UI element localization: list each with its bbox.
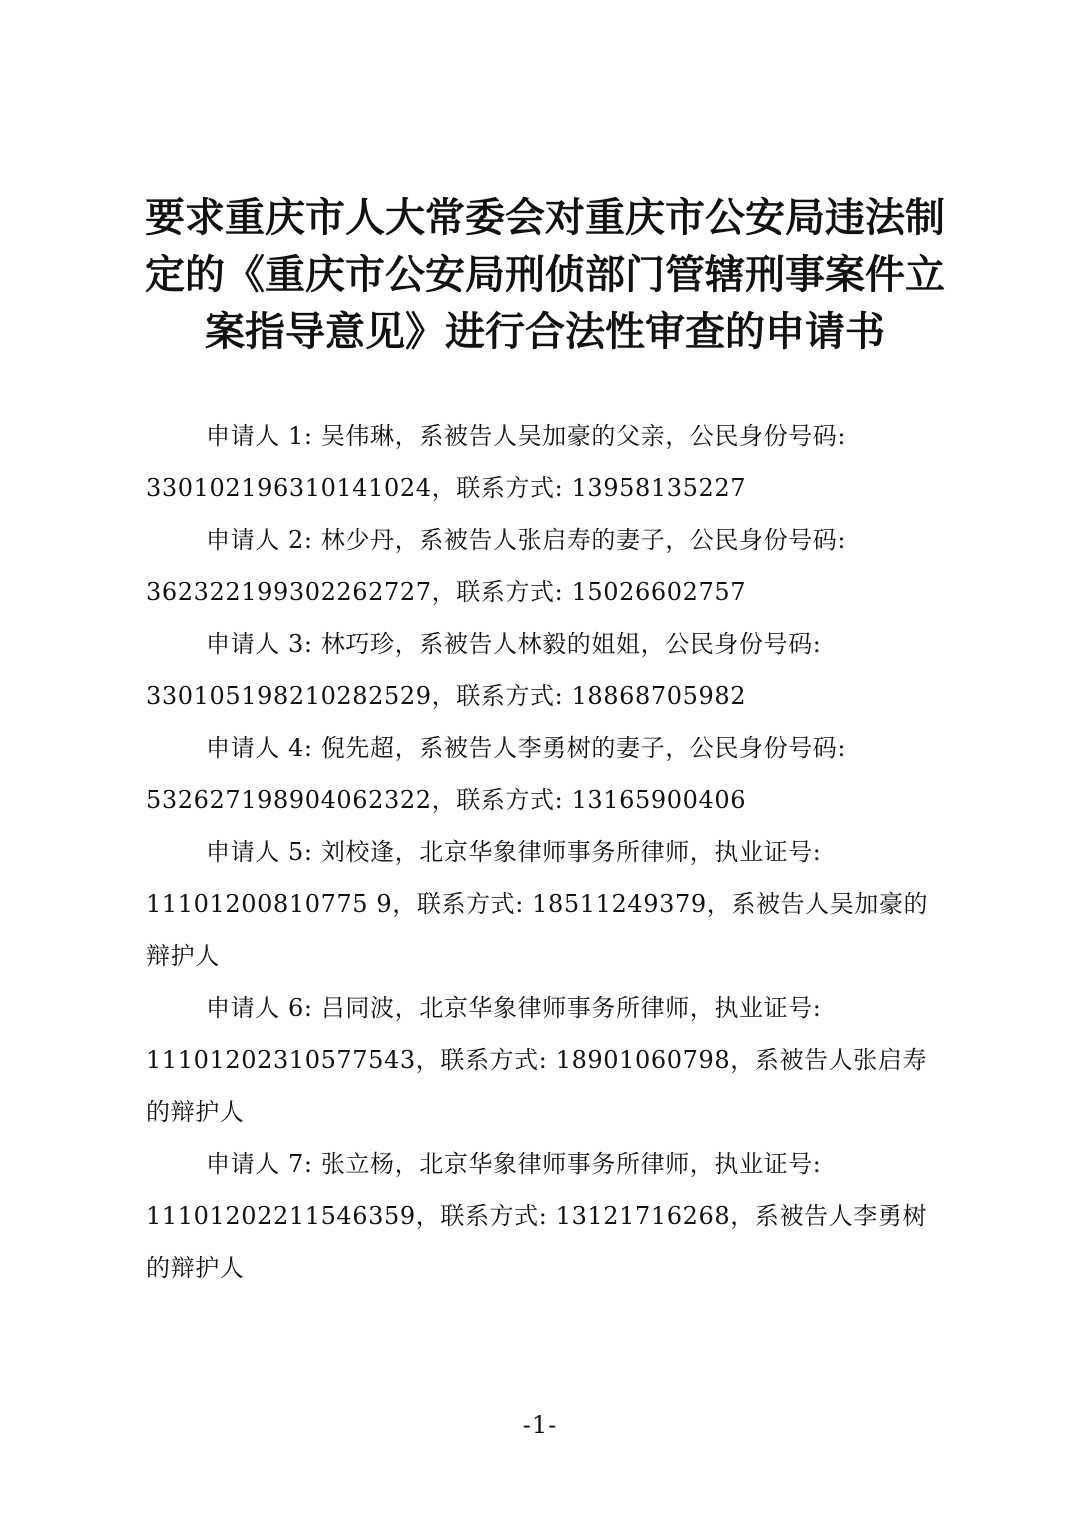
applicant-3-line-1: 申请人 3: 林巧珍，系被告人林毅的姐姐，公民身份号码: bbox=[206, 630, 822, 658]
applicant-1-line-2: 330102196310141024，联系方式: 13958135227 bbox=[146, 474, 747, 502]
applicant-4-line-1: 申请人 4: 倪先超，系被告人李勇树的妻子，公民身份号码: bbox=[206, 734, 847, 762]
page-number: -1- bbox=[522, 1411, 558, 1439]
title-line-3: 案指导意见》进行合法性审查的申请书 bbox=[205, 309, 885, 355]
applicant-2-line-1: 申请人 2: 林少丹，系被告人张启寿的妻子，公民身份号码: bbox=[206, 526, 847, 554]
applicant-2-line-2: 362322199302262727，联系方式: 15026602757 bbox=[146, 578, 747, 606]
applicant-5-line-1: 申请人 5: 刘校逢，北京华象律师事务所律师，执业证号: bbox=[206, 838, 822, 866]
applicant-1 bbox=[146, 410, 946, 514]
applicant-6-line-1: 申请人 6: 吕同波，北京华象律师事务所律师，执业证号: bbox=[206, 994, 822, 1022]
applicant-4 bbox=[146, 722, 946, 826]
title-line-1: 要求重庆市人大常委会对重庆市公安局违法制 bbox=[145, 195, 945, 241]
applicant-3-line-2: 330105198210282529，联系方式: 18868705982 bbox=[146, 682, 747, 710]
applicant-5-line-2: 11101200810775 9，联系方式: 18511249379，系被告人吴加豪的 bbox=[146, 890, 929, 918]
applicant-6-line-3: 的辩护人 bbox=[146, 1098, 245, 1126]
applicant-4-line-2: 532627198904062322，联系方式: 13165900406 bbox=[146, 786, 747, 814]
applicant-list bbox=[146, 410, 946, 1294]
applicant-7-line-1: 申请人 7: 张立杨，北京华象律师事务所律师，执业证号: bbox=[206, 1150, 822, 1178]
applicant-5 bbox=[146, 826, 946, 982]
title-line-2: 定的《重庆市公安局刑侦部门管辖刑事案件立 bbox=[145, 252, 945, 298]
applicant-3 bbox=[146, 618, 946, 722]
applicant-7-line-2: 11101202211546359，联系方式: 13121716268，系被告人李勇树 bbox=[146, 1202, 928, 1230]
applicant-5-line-3: 辩护人 bbox=[146, 942, 220, 970]
applicant-2 bbox=[146, 514, 946, 618]
applicant-6 bbox=[146, 982, 946, 1138]
applicant-7-line-3: 的辩护人 bbox=[146, 1254, 245, 1282]
applicant-1-line-1: 申请人 1: 吴伟琳，系被告人吴加豪的父亲，公民身份号码: bbox=[206, 422, 847, 450]
applicant-6-line-2: 11101202310577543，联系方式: 18901060798，系被告人张启寿 bbox=[146, 1046, 928, 1074]
document-title bbox=[140, 190, 950, 361]
applicant-7 bbox=[146, 1138, 946, 1294]
